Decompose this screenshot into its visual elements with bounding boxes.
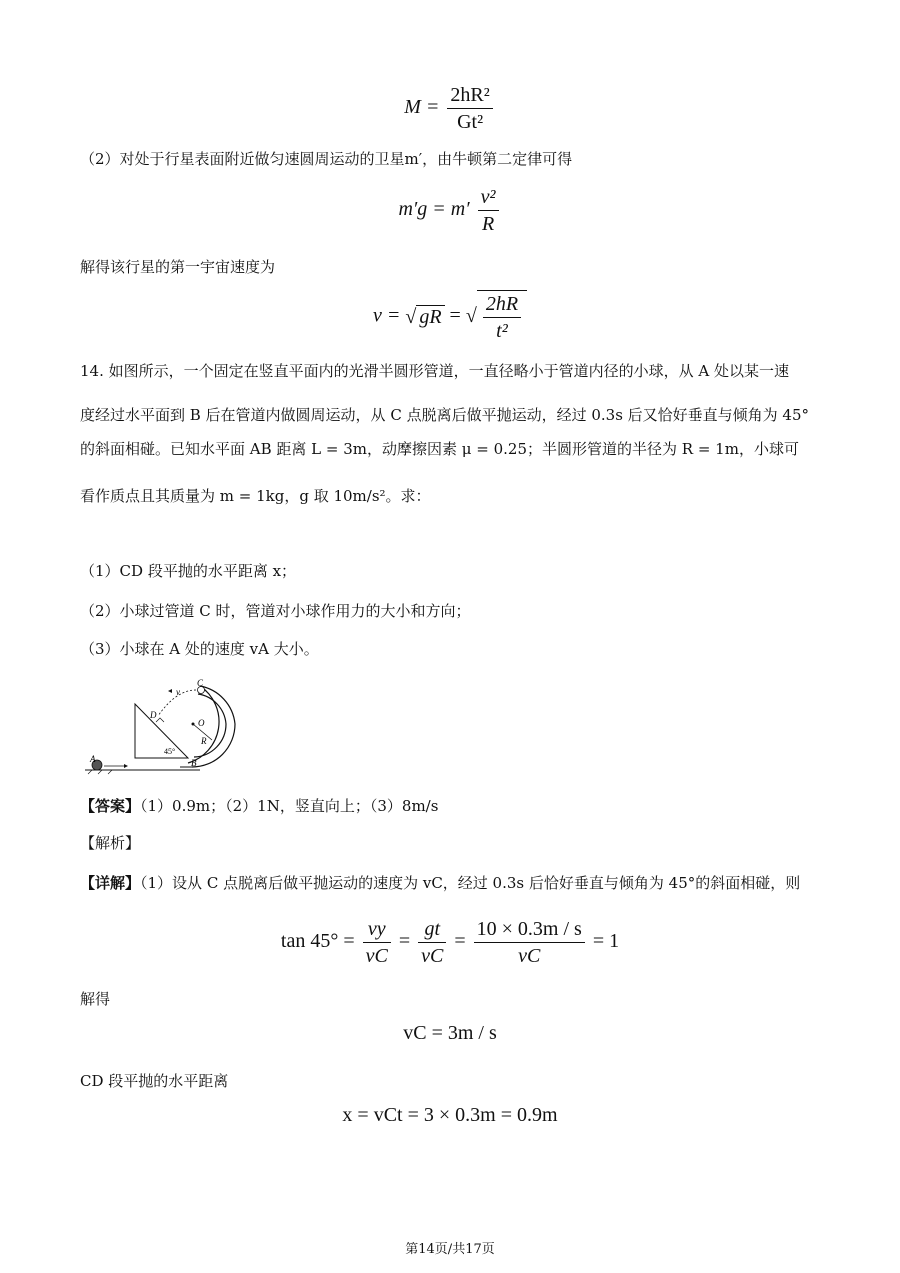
solve-v-intro: 解得该行星的第一宇宙速度为 [80,258,276,276]
fraction: $\frac{\text{v²}}{R}$ [478,184,499,237]
sqrt-symbol: √ $\frac{2hR}{\text{t²}}$ [466,290,527,344]
detail-tag: 【详解】 [80,874,141,892]
q14-line2: 度经过水平面到 B 后在管道内做圆周运动，从 C 点脱离后做平抛运动，经过 0.3s 后又恰好垂直与倾角为 45° [80,406,810,424]
label-A: A [90,754,96,764]
q14-sub3: （3）小球在 A 处的速度 vA 大小。 [80,640,319,658]
label-v: v [176,687,180,697]
equation-mass: M = $\frac{\text{2hR²}}{\text{Gt²}}$ [0,82,900,135]
answer-tag: 【答案】 [80,797,141,815]
equation-vc: vC = 3m / s [403,1022,497,1044]
label-B: B [191,758,197,768]
q14-line4: 看作质点且其质量为 m = 1kg，g 取 10m/s²。求： [80,487,431,505]
equation-newton: m′g = m′ $\frac{\text{v²}}{R}$ [0,184,900,237]
equation-first-cosmic-velocity: v = √ gR = √ $\frac{2hR}{\text{t²}}$ [0,290,900,344]
detail-text: （1）设从 C 点脱离后做平抛运动的速度为 vC，经过 0.3s 后恰好垂直与倾角为 45°的斜面相碰，则 [140,874,801,892]
q14-figure [80,678,280,778]
center-dot [192,723,195,726]
label-D: D [150,710,157,720]
label-C: C [197,678,204,688]
jiede-label: 解得 [80,990,111,1008]
label-angle: 45° [164,747,176,756]
right-angle-mark [156,718,164,722]
answer-line [80,795,438,817]
detail-line [80,872,800,894]
part2-intro: （2）对处于行星表面附近做匀速圆周运动的卫星m′，由牛顿第二定律可得 [80,150,573,168]
arrowhead [124,764,128,768]
q14-sub1: （1）CD 段平抛的水平距离 x； [80,562,297,580]
label-O: O [198,718,205,728]
trajectory-arrowhead [168,689,172,693]
equation-x: x = vCt = 3 × 0.3m = 0.9m [342,1104,558,1126]
equation-tan45: tan 45° = $\frac{vy}{vC}$ = $\frac{gt}{vC}$ = $\frac{10 \times 0.3m / s}{vC}$ = 1 [280,918,620,967]
q14-line1: 14. 如图所示，一个固定在竖直平面内的光滑半圆形管道，一直径略小于管道内径的小球，从 A 处以某一速 [80,362,789,380]
cd-label: CD 段平抛的水平距离 [80,1072,229,1090]
analysis-tag: 【解析】 [80,834,141,852]
q14-line3: 的斜面相碰。已知水平面 AB 距离 L = 3m，动摩擦因素 μ = 0.25；半圆形管道的半径为 R = 1m，小球可 [80,440,799,458]
sqrt-symbol: √ gR [405,305,444,329]
ground-hatch [88,770,112,774]
page-footer: 第14页/共17页 [405,1242,495,1257]
fraction: $\frac{\text{2hR²}}{\text{Gt²}}$ [447,82,492,135]
label-R: R [201,736,207,746]
q14-sub2: （2）小球过管道 C 时，管道对小球作用力的大小和方向； [80,602,471,620]
incline-triangle [135,704,188,758]
answer-text: （1）0.9m；（2）1N，竖直向上；（3）8m/s [140,797,439,815]
